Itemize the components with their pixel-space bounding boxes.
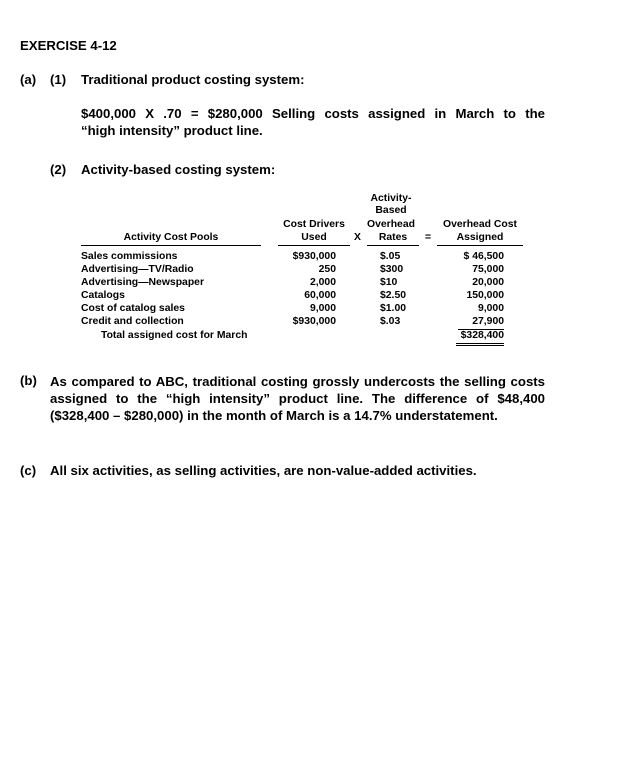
total-row	[0, 330, 638, 344]
header-pools: Activity Cost Pools	[123, 232, 219, 243]
header-times: X	[354, 232, 361, 243]
row-driver: 60,000	[304, 290, 336, 301]
table-row	[0, 264, 638, 278]
part-b-text: As compared to ABC, traditional costing grossly undercosts the selling costs assigned to the “high intensity” product line. The difference of $48,400 ($328,400 – $280,000) in the month of March is a 14.7% understatement.	[50, 374, 545, 423]
part-a1-heading: Traditional product costing system:	[81, 72, 305, 87]
row-pool: Credit and collection	[81, 316, 184, 327]
header-rates-line2: Based	[375, 205, 407, 216]
header-cost-line2: Assigned	[456, 232, 504, 243]
row-driver: 9,000	[309, 303, 336, 314]
row-rate: $.03	[380, 316, 401, 327]
table-row	[0, 277, 638, 291]
part-a2-label: (2)	[50, 162, 67, 177]
part-a1-text-line1: $400,000 X .70 = $280,000 Selling costs assigned in March to the	[81, 106, 545, 121]
row-cost: 20,000	[472, 277, 504, 288]
exercise-title: EXERCISE 4-12	[20, 38, 117, 53]
header-drivers-line2: Used	[301, 232, 327, 243]
part-a-label: (a)	[20, 72, 37, 87]
header-rates-line3: Overhead	[367, 219, 415, 230]
row-pool: Cost of catalog sales	[81, 303, 185, 314]
row-rate: $10	[380, 277, 398, 288]
table-row	[0, 303, 638, 317]
part-a1-text-line2: “high intensity” product line.	[81, 123, 263, 138]
table-row	[0, 290, 638, 304]
header-rule-cost	[437, 245, 523, 246]
part-c-label: (c)	[20, 463, 37, 478]
header-rates-line1: Activity-	[370, 193, 412, 204]
total-double-rule-top	[456, 343, 504, 344]
total-double-rule-bottom	[456, 345, 504, 346]
header-cost-line1: Overhead Cost	[443, 219, 517, 230]
part-c-text: All six activities, as selling activities, are non-value-added activities.	[50, 463, 477, 478]
row-pool: Sales commissions	[81, 251, 178, 262]
row-cost: 75,000	[472, 264, 504, 275]
header-equals: =	[425, 232, 432, 243]
header-drivers-line1: Cost Drivers	[283, 219, 345, 230]
row-cost: 9,000	[477, 303, 504, 314]
row-rate: $300	[380, 264, 404, 275]
row-cost: 150,000	[466, 290, 504, 301]
row-pool: Catalogs	[81, 290, 125, 301]
part-b-label: (b)	[20, 373, 37, 388]
row-driver: $930,000	[292, 251, 336, 262]
header-rule-rates	[367, 245, 419, 246]
row-rate: $2.50	[380, 290, 407, 301]
row-rate: $.05	[380, 251, 401, 262]
row-cost: 27,900	[472, 316, 504, 327]
table-row	[0, 251, 638, 265]
total-label: Total assigned cost for March	[101, 330, 248, 341]
row-pool: Advertising—TV/Radio	[81, 264, 194, 275]
header-rule-pools	[81, 245, 261, 246]
total-value: $328,400	[460, 330, 504, 341]
row-driver: 250	[318, 264, 336, 275]
header-rule-drivers	[278, 245, 350, 246]
row-pool: Advertising—Newspaper	[81, 277, 204, 288]
part-a2-heading: Activity-based costing system:	[81, 162, 276, 177]
row-cost: $ 46,500	[463, 251, 504, 262]
row-driver: 2,000	[309, 277, 336, 288]
part-a1-label: (1)	[50, 72, 67, 87]
row-rate: $1.00	[380, 303, 407, 314]
header-rates-line4: Rates	[378, 232, 408, 243]
table-row	[0, 316, 638, 330]
row-driver: $930,000	[292, 316, 336, 327]
